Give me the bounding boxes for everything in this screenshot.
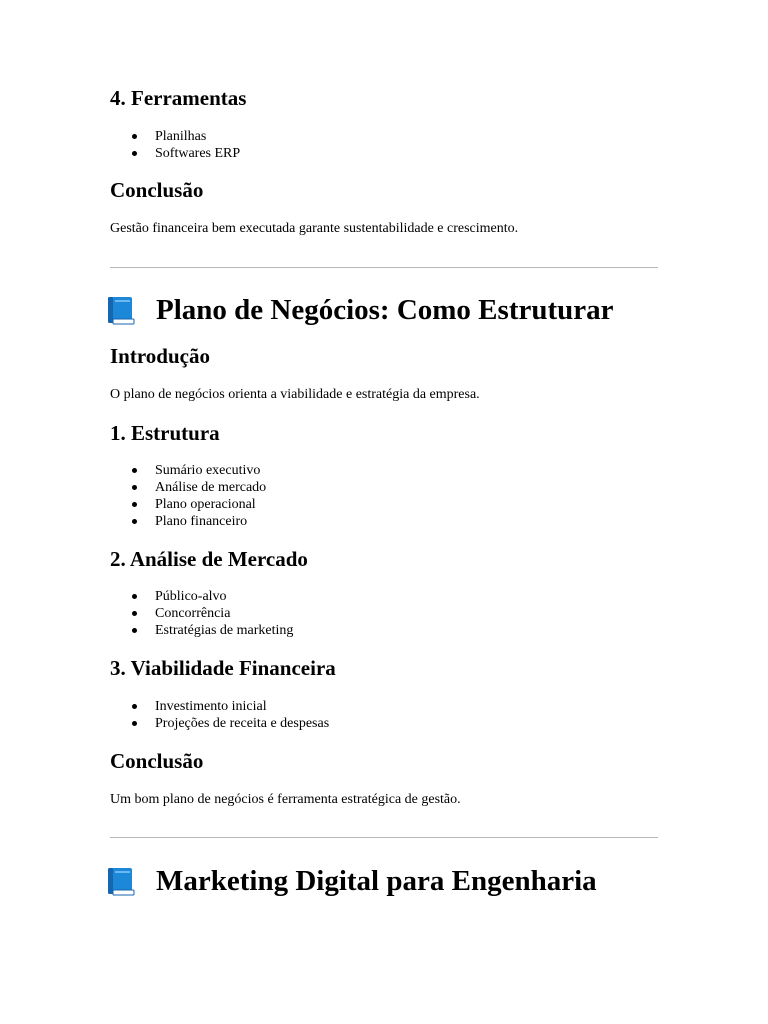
section-heading-conclusion: Conclusão [110,178,204,202]
section-heading-viability: 3. Viabilidade Financeira [110,656,336,680]
page-title-text: Plano de Negócios: Como Estruturar [156,294,614,326]
intro-text: O plano de negócios orienta a viabilidade e estratégia da empresa. [110,387,480,402]
blue-book-icon [106,867,136,896]
list-item: Plano operacional [110,496,658,513]
page-title-text: Marketing Digital para Engenharia [156,865,597,897]
market-list [110,588,658,639]
page-title-digital-marketing [106,864,597,899]
list-item: Investimento inicial [110,698,658,715]
list-item: Softwares ERP [110,145,658,162]
structure-list [110,462,658,530]
list-item: Estratégias de marketing [110,622,658,639]
list-item: Sumário executivo [110,462,658,479]
list-item: Plano financeiro [110,513,658,530]
conclusion-plan-text: Um bom plano de negócios é ferramenta estratégica de gestão. [110,792,461,807]
list-item: Projeções de receita e despesas [110,715,658,732]
list-item: Análise de mercado [110,479,658,496]
list-item: Concorrência [110,605,658,622]
section-heading-intro: Introdução [110,344,210,368]
list-item: Planilhas [110,128,658,145]
page-title-business-plan [106,293,614,328]
conclusion-text: Gestão financeira bem executada garante sustentabilidade e crescimento. [110,221,519,236]
section-heading-conclusion-plan: Conclusão [110,749,204,773]
list-item: Público-alvo [110,588,658,605]
blue-book-icon [106,296,136,325]
tools-list [110,128,658,162]
section-heading-market: 2. Análise de Mercado [110,547,308,571]
section-heading-tools: 4. Ferramentas [110,86,247,110]
section-heading-structure: 1. Estrutura [110,421,220,445]
section-divider [110,837,658,838]
viability-list [110,698,658,732]
section-divider [110,267,658,268]
